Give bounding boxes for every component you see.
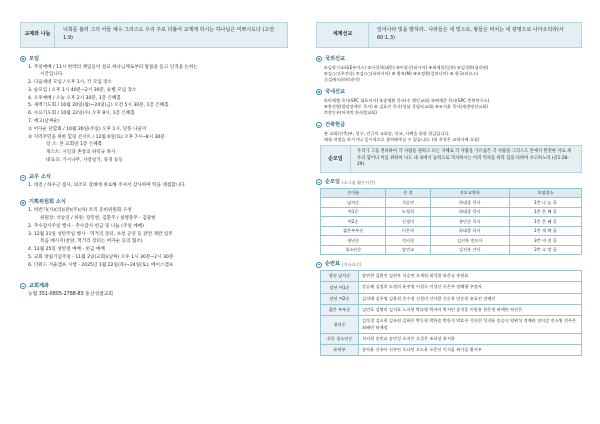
table-header: 순 장 — [386, 188, 430, 197]
sungroup-heading — [316, 179, 582, 186]
table-header: 지도교역자 — [430, 188, 509, 197]
overseas-heading — [316, 56, 582, 63]
duty-group: 청년순 — [321, 316, 359, 334]
notices-title: 모임 — [29, 55, 40, 62]
notice-item: 6. 수요기도회 / 10월 22일(수) 오후 8시, 1층 은혜홀 — [28, 111, 135, 117]
table-cell: 여1순 — [321, 207, 386, 216]
table-cell: 하대종 목사 — [430, 226, 509, 235]
bullet-circle-icon — [316, 262, 322, 268]
bullet-circle-icon — [20, 56, 26, 62]
domestic-item: ①비에젤 목사(SPC 대표이사) ②송영환 목사(수 행인교회) ③배재준 목사(SPC 충북연구소) — [324, 97, 490, 103]
table-cell: 청년순 — [321, 236, 386, 245]
duty-group: 초등 청소년순 — [321, 333, 359, 344]
duty-members: 송아윤 신주아 신주안 오다연 오도윤 오준선 이지음 허가을 황서우 — [359, 345, 582, 356]
table-header-row — [321, 188, 582, 197]
domestic-heading — [316, 89, 582, 96]
account-number: 농협 351-0805-2788-83 흥산성결교회 — [28, 291, 113, 297]
overseas-item: ⑪김에녹(파라과이) — [324, 77, 360, 83]
duty-members: 강승혜 김정희 도정희 윤주영 이경숙 이성신 이은주 장혜영 주정자 — [359, 282, 582, 293]
table-header: 모임장소 — [509, 188, 581, 197]
domestic-item: ④홍선영(발달장애인 목사) ⑤ 김효진 목사(성남 갈릴리교회) ⑥조지윤 목사(새생명선교회) — [324, 104, 488, 109]
mission-verse-box — [316, 22, 582, 48]
table-cell: 도정희 — [386, 207, 430, 216]
committee-item: 4. 12월 25일 성탄절 예배 - 헌금 예배 — [28, 247, 105, 253]
building-line: 본 교회(건축)부, 성구, 인근의 교회당, 선교, 사택을 위한 헌금입니다. — [324, 130, 450, 136]
table-row — [321, 304, 582, 315]
overseas-item: ⑥김○○(우간다) ⑦김○○(유라시아) ⑧ 황보(M) ⑨조정환(캄보디아) ⑩ 한국(라오스) — [324, 70, 479, 76]
domestic-list — [316, 98, 582, 116]
table-row — [321, 236, 582, 245]
committee-list — [20, 208, 288, 269]
bullet-circle-icon — [20, 200, 26, 206]
staff-list — [20, 183, 288, 189]
account-title: 교회계좌 — [29, 282, 50, 289]
overseas-item: ①김형기교회(E부이스) ②이성희(태안) ③이형신(러시아) ④최재헌(일본) ⑤김성환(필리핀) — [324, 64, 489, 70]
notice-item: 5. 새벽기도회 / 10월 20일(월)~24일(금) 오전 5시 30분, 1층 은혜홀 — [28, 103, 169, 109]
staff-title: 교우 소식 — [29, 174, 51, 181]
notice-item: ① 여자순 단합회 / 10월 26일(주일) 오후 1시, 단풍 나들이 — [28, 126, 147, 132]
table-cell: 3층 소 망 홀 — [509, 245, 581, 254]
table-row — [321, 293, 582, 304]
duty-group: 젊은 부부순 — [321, 304, 359, 315]
bullet-circle-icon — [316, 179, 322, 185]
committee-heading — [20, 199, 288, 206]
fellowship-verse-box — [20, 22, 288, 48]
bullet-circle-icon — [316, 89, 322, 95]
mission-verse-text: 일어나라 빛을 발하라.. 나라들은 네 빛으로, 왕들은 비치는 네 광명으로 나아오리라(사60:1,3) — [377, 27, 564, 41]
table-cell: 석지헌 — [386, 236, 430, 245]
table-row — [321, 217, 582, 226]
bullet-circle-icon — [316, 56, 322, 62]
table-cell: 석승연 — [386, 198, 430, 207]
staff-heading — [20, 174, 288, 181]
table-row — [321, 198, 582, 207]
notice-item: 대표곡: 가시나무, 사랑일기, 풍경 등등 — [46, 157, 123, 163]
building-title: 건축헌금 — [325, 121, 346, 128]
duty-subtitle: (가나다순) — [342, 261, 362, 267]
mission-label: 세계선교 — [317, 23, 369, 47]
table-cell: 홍민순 목사 — [430, 217, 509, 226]
building-text — [316, 131, 582, 143]
notice-item: ② 지역주민을 위한 힐링 콘서트 / 12월 6일(토) 오후 7시~8시 30분 — [28, 134, 165, 140]
sungroup-table — [320, 188, 582, 255]
committee-item: 2. 추수감사주일 행사 - 추수감사 헌금 및 나눔 (주일 예배) — [28, 223, 144, 229]
duty-group: 장년 여2순 — [321, 293, 359, 304]
duty-table — [320, 270, 582, 356]
table-cell: 김선홍 간사 — [430, 245, 509, 254]
duty-members: 장민현 김환진 김현우 석승연 오세원 최석열 하준규 홍원표 — [359, 271, 582, 282]
fellowship-verse-text: 너희를 불러 그의 아들 예수 그리스도 우리 주로 더불어 교제케 하시는 하나님은 미쁘시도다 (고전 1:9) — [63, 27, 274, 41]
table-row — [321, 271, 582, 282]
committee-item: 6. 더워드 겨울캠프 시행 - 2025년 1월 22일(목)~24일(토), 베이스캠프 — [28, 262, 174, 268]
notice-item: 게스트: 시인과 촌장의 하덕규 목사 — [46, 150, 116, 156]
table-header: 순이름 — [321, 188, 386, 197]
committee-item: 3. 12월 21일 성탄주일 행사 - 먹거리 장터, 초청 공연 등 관련 제반 업무 — [28, 231, 173, 237]
building-heading — [316, 122, 582, 129]
table-cell: 남자순 — [321, 198, 386, 207]
table-cell: 1층 은 혜 홀 — [509, 207, 581, 216]
notices-list — [20, 65, 288, 165]
table-cell: 신경미 — [386, 217, 430, 226]
table-cell: 하대종 목사 — [430, 207, 509, 216]
sungroup-subtitle: (소그룹 활동시간) — [342, 179, 375, 185]
account-heading — [20, 283, 288, 290]
sungroup-title: 순모임 — [325, 178, 341, 185]
notice-item: 장 소: 본 교회당 1층 은혜홀 — [46, 142, 103, 148]
committee-item: 1. 하반기(사)(리)(관)(주)(차) 조직 준비위원회 구성 — [28, 208, 132, 214]
notice-item: 4. 오후예배 / 오늘 오후 2시 30분, 1층 은혜홀 — [28, 95, 121, 101]
staff-item: 1. 대전 / 하우근 집사, 외조모 장례에 위로해 주셔서 감사하며 떡을 대접합니다. — [28, 183, 187, 189]
duty-members: 석지현 송민교 송민성 오지은 오성은 조하성 홍지윤 — [359, 333, 582, 344]
committee-item: 5. 교회 창립기념주일 - 11월 2일(교회)(날짜) 오후 1시 30분~2시 30분 — [28, 254, 174, 260]
table-cell: 1층 은 혜 홀 — [509, 217, 581, 226]
table-row — [321, 316, 582, 334]
notice-item: 시간입니다. — [40, 72, 64, 78]
notice-item: 1. 주일예배 / 11시 한약의 책임들이 설교 하나님께로부터 말씀을 듣고 인격을 논하는 — [28, 64, 198, 70]
committee-item: 복음 메시지(찬양, 먹거리 장터는 여자순 등의 협조) — [40, 239, 143, 245]
domestic-item: ⑦장인우(마지막 한사람교회) — [324, 110, 377, 116]
duty-members: 김석애 김주영 김윤현 손수정 신경미 신사랑 신순옥 안순현 윤효진 전혜진 — [359, 293, 582, 304]
notice-item: 3. 순모임 / 오후 1시 40분~2시 30분, 순별 모임 장소 — [28, 87, 137, 93]
committee-item: 위원장: 석승연 / 위원: 장민현, 김환주 / 실행총무 - 김광헌 — [40, 216, 156, 222]
fellowship-label: 교제와 나눔 — [21, 23, 55, 47]
table-cell: 이은희 — [386, 226, 430, 235]
table-cell: 젊은부부순 — [321, 226, 386, 235]
bullet-circle-icon — [20, 175, 26, 181]
sunmoim-label: 순모임 — [321, 146, 351, 172]
table-cell: 3층 비 전 홀 — [509, 236, 581, 245]
notice-item: 7. 예고(날짜순) — [28, 118, 60, 124]
table-row — [321, 207, 582, 216]
duty-title: 순번표 — [325, 261, 341, 268]
duty-group: 장년 여1순 — [321, 282, 359, 293]
duty-group: 유치부 — [321, 345, 359, 356]
table-cell: 1층 세 짝 홀 — [509, 226, 581, 235]
duty-heading — [316, 261, 582, 268]
duty-members: 김민호 김명미 김지호 노서현 박다영 박서아 박지민 송지훈 이원홍 한은정 허예린 허진은 — [359, 304, 582, 315]
overseas-list — [316, 65, 582, 83]
right-page — [300, 0, 600, 424]
bullet-circle-icon — [316, 122, 322, 128]
domestic-title: 국내선교 — [325, 88, 346, 95]
table-cell: 하대종 목사 — [430, 198, 509, 207]
table-cell: 여2순 — [321, 217, 386, 226]
sunmoim-verse-box — [320, 145, 582, 173]
table-cell: 송민교 — [386, 245, 430, 254]
table-row — [321, 245, 582, 254]
table-cell: 1층 나 눔 홀 — [509, 198, 581, 207]
sunmoim-verse-text: 우리가 그를 전파하여 각 사람을 권하고 모든 지혜로 각 사람을 가르침은 각 사람을 그리스도 안에서 완전한 자로 세우려 함이니 이를 위하여 나도 내 속에서 능력으로 역사하시는 이의 역사를 따라 힘을 다하여 수고하노라 (골1:28-29) — [357, 148, 572, 168]
bullet-circle-icon — [20, 283, 26, 289]
committee-title: 기획위원회 소식 — [29, 199, 66, 206]
table-row — [321, 226, 582, 235]
overseas-title: 국외선교 — [325, 55, 346, 62]
table-cell: 청소년순 — [321, 245, 386, 254]
table-row — [321, 282, 582, 293]
notice-item: 2. 다음세대 모임 / 오후 1시, 각 모임 장소 — [28, 80, 113, 86]
table-row — [321, 345, 582, 356]
table-cell: 김선홍 전도사 — [430, 236, 509, 245]
table-row — [321, 333, 582, 344]
notices-heading — [20, 56, 288, 63]
duty-members: 김성경 김소현 김조현 김하은 박동학 박한솔 박한석 박효주 석지헌 석지윤 송승녀 양완석 정예라 진미강 진소영 진주은 최혜민 허예정 — [359, 316, 582, 334]
duty-group: 장년 남자순 — [321, 271, 359, 282]
building-line: 매월 작정을 하시거나 일시적으로 참여해주실 수 있습니다. (월 작정은 교역자께 요청) — [324, 137, 480, 143]
